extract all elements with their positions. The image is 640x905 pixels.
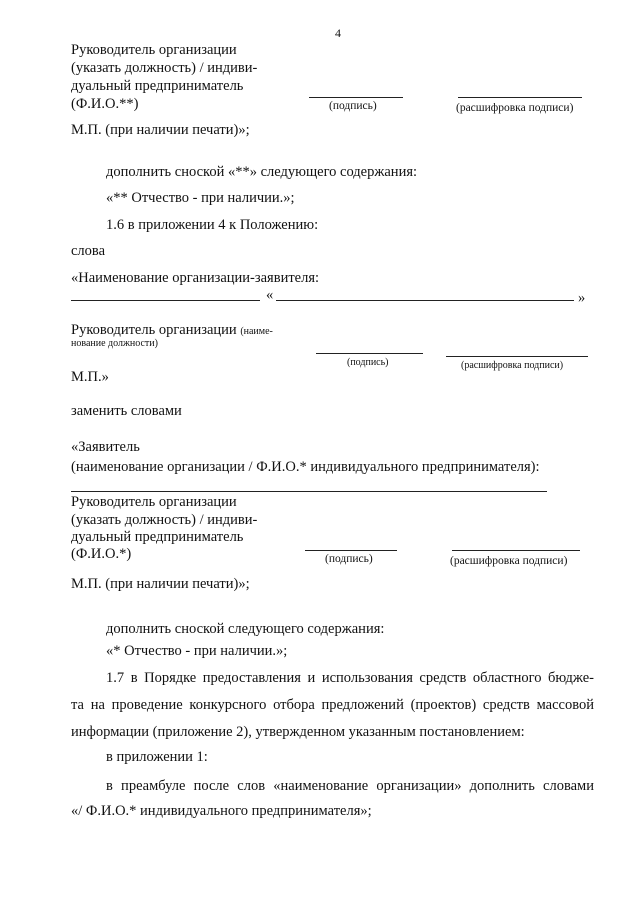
block1-line-4: (Ф.И.О.**) — [71, 96, 139, 112]
paragraph-footnote-2: дополнить сноской следующего содержания: — [106, 621, 385, 637]
paragraph-1-7-line-3: информации (приложение 2), утвержденном указанным постановлением: — [71, 724, 525, 740]
applicant-quoted-blank-line — [276, 300, 574, 301]
paragraph-replace: заменить словами — [71, 403, 182, 419]
block1-line-3: дуальный предприниматель — [71, 78, 244, 94]
quote-open: « — [266, 287, 274, 303]
block3-line-2: (указать должность) / индиви- — [71, 512, 258, 528]
block2-head-small: (наиме- — [240, 326, 273, 337]
block3-line-3: дуальный предприниматель — [71, 529, 244, 545]
block2-signature-line — [316, 353, 423, 354]
block2-head-text: Руководитель организации — [71, 322, 237, 338]
block2-sub-small: нование должности) — [71, 338, 158, 349]
paragraph-words: слова — [71, 243, 106, 259]
page-number: 4 — [335, 26, 341, 40]
block1-signature-line — [309, 97, 403, 98]
block1-decoding-line — [458, 97, 582, 98]
block2-decoding-line — [446, 356, 588, 357]
block1-line-2: (указать должность) / индиви- — [71, 60, 258, 76]
paragraph-footnote-1-text: «** Отчество - при наличии.»; — [106, 190, 295, 206]
paragraph-1-7-line-1: 1.7 в Порядке предоставления и использования средств областного бюдже- — [106, 670, 594, 686]
paragraph-1-7-line-2: та на проведение конкурсного отбора предложений (проектов) средств массовой — [71, 697, 594, 713]
paragraph-preamble-line-1: в преамбуле после слов «наименование организации» дополнить словами — [106, 778, 594, 794]
applicant-blank-line — [71, 491, 547, 492]
block3-decoding-line — [452, 550, 580, 551]
paragraph-applicant: «Заявитель — [71, 439, 140, 455]
block2-seal: М.П.» — [71, 369, 109, 385]
paragraph-1-6: 1.6 в приложении 4 к Положению: — [106, 217, 319, 233]
paragraph-applicant-desc: (наименование организации / Ф.И.О.* индивидуального предпринимателя): — [71, 459, 540, 475]
block1-signature-caption: (подпись) — [329, 100, 377, 112]
paragraph-applicant-name: «Наименование организации-заявителя: — [71, 270, 320, 286]
block1-line-1: Руководитель организации — [71, 42, 237, 58]
paragraph-appendix-1: в приложении 1: — [106, 749, 208, 765]
quote-close: » — [578, 290, 586, 306]
block1-seal: М.П. (при наличии печати)»; — [71, 122, 250, 138]
block3-line-4: (Ф.И.О.*) — [71, 546, 132, 562]
paragraph-footnote-2-text: «* Отчество - при наличии.»; — [106, 643, 288, 659]
paragraph-footnote-1: дополнить сноской «**» следующего содержания: — [106, 164, 418, 180]
block3-signature-caption: (подпись) — [325, 553, 373, 565]
block3-signature-line — [305, 550, 397, 551]
block1-decoding-caption: (расшифровка подписи) — [456, 102, 574, 114]
block3-decoding-caption: (расшифровка подписи) — [450, 555, 568, 567]
block2-signature-caption: (подпись) — [347, 357, 389, 368]
applicant-name-blank-line — [71, 300, 260, 301]
block3-line-1: Руководитель организации — [71, 494, 237, 510]
paragraph-preamble-line-2: «/ Ф.И.О.* индивидуального предпринимателя»; — [71, 803, 372, 819]
block3-seal: М.П. (при наличии печати)»; — [71, 576, 250, 592]
block2-decoding-caption: (расшифровка подписи) — [461, 360, 564, 371]
